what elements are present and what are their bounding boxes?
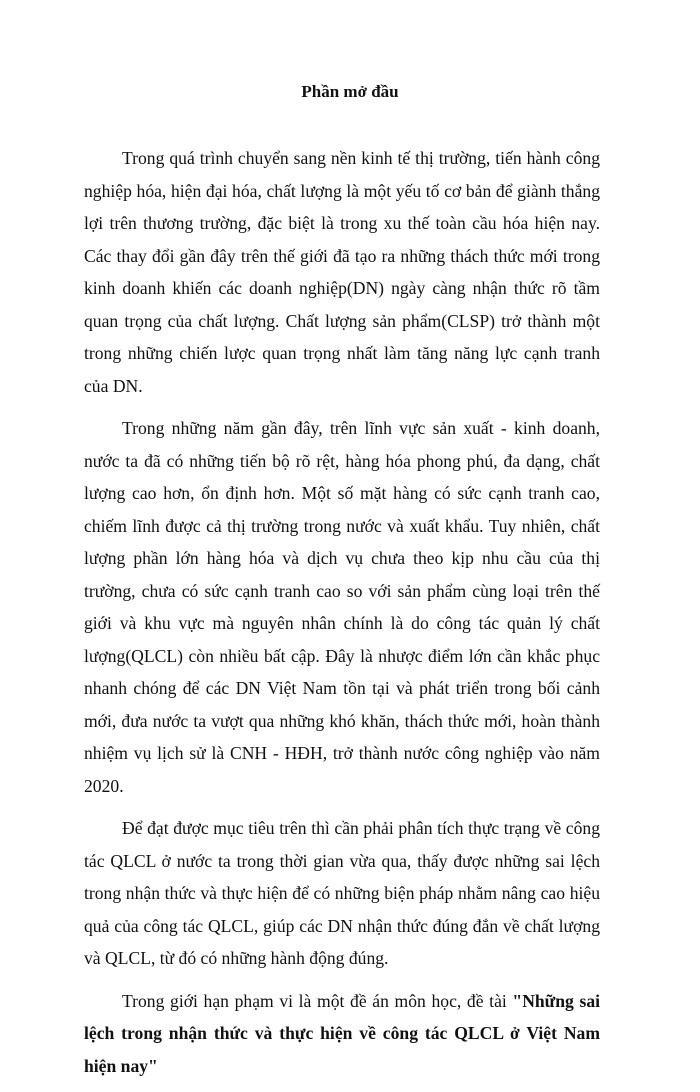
document-title: Phần mở đầu	[301, 82, 399, 101]
paragraph-4-intro: Trong giới hạn phạm vi là một đề án môn học, đề tài	[122, 990, 513, 1011]
paragraph-4	[84, 985, 600, 1083]
paragraph-1: Trong quá trình chuyển sang nền kinh tế thị trường, tiến hành công nghiệp hóa, hiện đại hóa, chất lượng là một yếu tố cơ bản để giành thắng lợi trên thương trường, đặc biệt là trong xu thế toàn cầu hóa hiện nay. Các thay đổi gần đây trên thế giới đã tạo ra những thách thức mới trong kinh doanh khiến các doanh nghiệp(DN) ngày càng nhận thức rõ tầm quan trọng của chất lượng. Chất lượng sản phẩm(CLSP) trở thành một trong những chiến lược quan trọng nhất làm tăng năng lực cạnh tranh của DN.	[84, 148, 600, 396]
paragraph-4-topic-title: "Những sai lệch trong nhận thức và thực hiện về công tác QLCL ở Việt Nam hiện nay"	[84, 990, 600, 1076]
document-body	[84, 142, 600, 1092]
paragraph-2: Trong những năm gần đây, trên lĩnh vực sản xuất - kinh doanh, nước ta đã có những tiến bộ rõ rệt, hàng hóa phong phú, đa dạng, chất lượng cao hơn, ổn định hơn. Một số mặt hàng có sức cạnh tranh cao, chiếm lĩnh được cả thị trường trong nước và xuất khẩu. Tuy nhiên, chất lượng phần lớn hàng hóa và dịch vụ chưa theo kịp nhu cầu của thị trường, chưa có sức cạnh tranh cao so với sản phẩm cùng loại trên thế giới và khu vực mà nguyên nhân chính là do công tác quản lý chất lượng(QLCL) còn nhiều bất cập. Đây là nhược điểm lớn cần khắc phục nhanh chóng để các DN Việt Nam tồn tại và phát triển trong bối cảnh mới, đưa nước ta vượt qua những khó khăn, thách thức mới, hoàn thành nhiệm vụ lịch sử là CNH - HĐH, trở thành nước công nghiệp vào năm 2020.	[84, 418, 600, 796]
paragraph-3: Để đạt được mục tiêu trên thì cần phải phân tích thực trạng về công tác QLCL ở nước ta trong thời gian vừa qua, thấy được những sai lệch trong nhận thức và thực hiện để có những biện pháp nhằm nâng cao hiệu quả của công tác QLCL, giúp các DN nhận thức đúng đắn về chất lượng và QLCL, từ đó có những hành động đúng.	[84, 818, 600, 968]
